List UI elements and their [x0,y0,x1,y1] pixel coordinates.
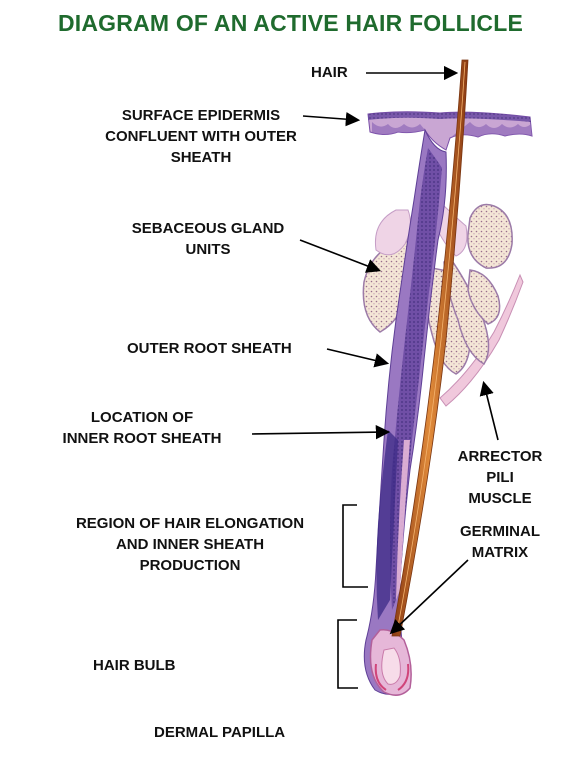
hair-bulb-bracket [338,620,358,688]
inner-root-sheath-arrow [252,432,387,434]
surface-epidermis [368,112,532,150]
label-surface-epidermis: SURFACE EPIDERMIS CONFLUENT WITH OUTER SHEATH [105,107,297,166]
diagram-title: DIAGRAM OF AN ACTIVE HAIR FOLLICLE [57,10,524,36]
label-hair-bulb: HAIR BULB [93,657,176,674]
sebaceous-arrow [300,240,378,270]
outer-root-sheath-arrow [327,349,386,363]
label-inner-root-sheath: LOCATION OF INNER ROOT SHEATH [62,409,222,447]
label-hair: HAIR [311,64,348,81]
label-hair-elongation-region: REGION OF HAIR ELONGATION AND INNER SHEATH PRODUCTION [75,515,305,574]
label-germinal-matrix: GERMINAL MATRIX [460,523,540,561]
arrector-arrow [484,384,498,440]
label-dermal-papilla: DERMAL PAPILLA [154,724,286,741]
label-outer-root-sheath: OUTER ROOT SHEATH [127,340,292,357]
label-arrector-pili-muscle: ARRECTOR PILI MUSCLE [457,448,543,507]
label-sebaceous-gland-units: SEBACEOUS GLAND UNITS [131,220,285,258]
elongation-bracket [343,505,368,587]
